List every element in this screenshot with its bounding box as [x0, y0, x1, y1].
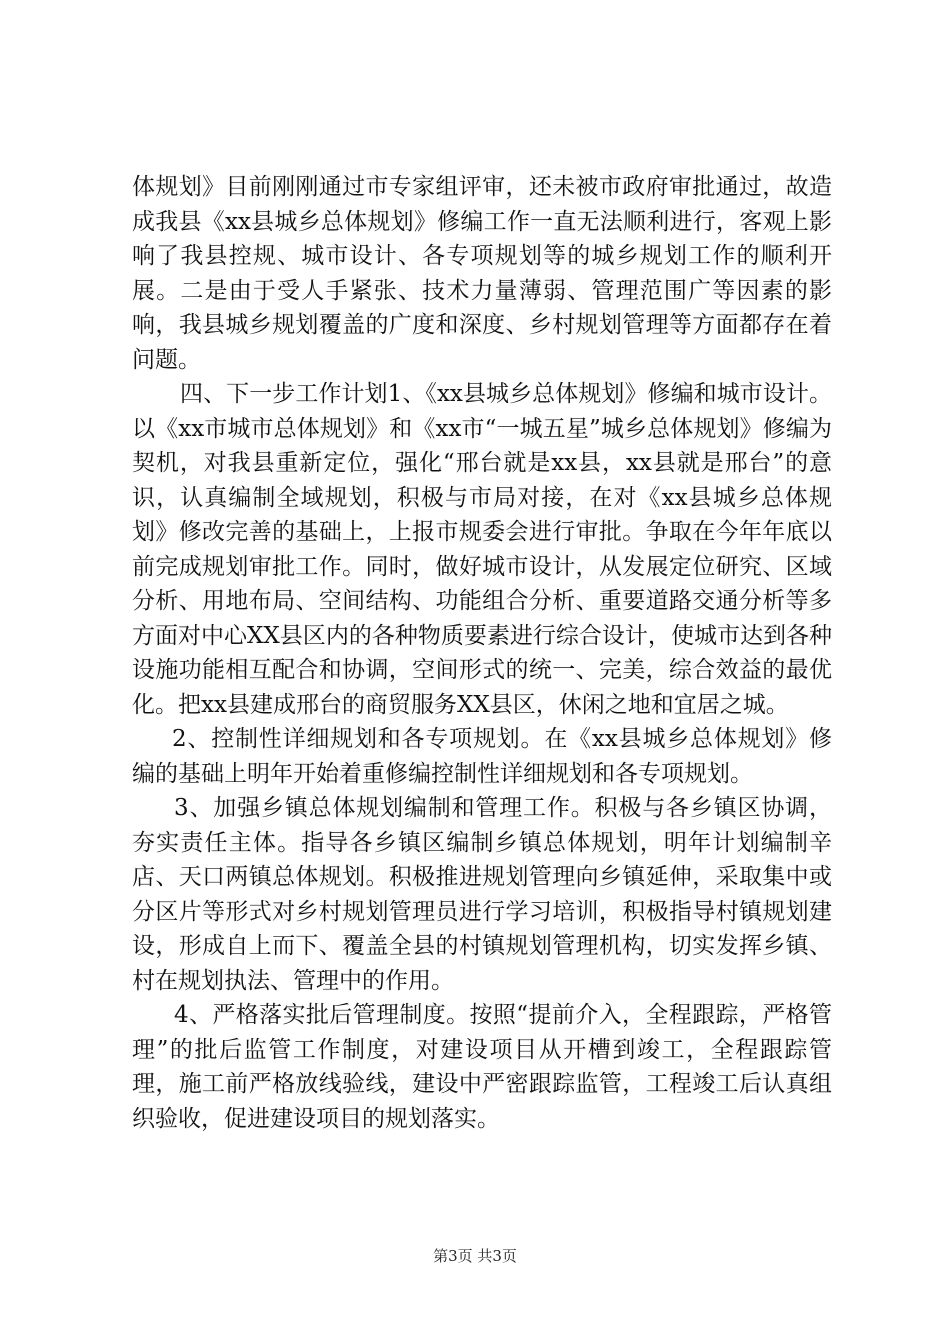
paragraph-item-2: 2、控制性详细规划和各专项规划。在《xx县城乡总体规划》修编的基础上明年开始着重修编控制性详细规划和各专项规划。: [132, 726, 832, 787]
paragraph-continuation: 体规划》目前刚刚通过市专家组评审，还未被市政府审批通过，故造成我县《xx县城乡总体规划》修编工作一直无法顺利进行，客观上影响了我县控规、城市设计、各专项规划等的城乡规划工作的顺利开展。二是由于受人手紧张、技术力量薄弱、管理范围广等因素的影响，我县城乡规划覆盖的广度和深度、乡村规划管理等方面都存在着问题。: [132, 174, 832, 373]
paragraph-item-4: 4、严格落实批后管理制度。按照“提前介入，全程跟踪，严格管理”的批后监管工作制度，对建设项目从开槽到竣工，全程跟踪管理，施工前严格放线验线，建设中严密跟踪监管，工程竣工后认真组织验收，促进建设项目的规划落实。: [132, 1002, 832, 1132]
document-body: [132, 170, 832, 1136]
page-footer: 第3页 共3页: [433, 1247, 517, 1265]
paragraph-next-steps: 四、下一步工作计划1、《xx县城乡总体规划》修编和城市设计。以《xx市城市总体规划》和《xx市“一城五星”城乡总体规划》修编为契机，对我县重新定位，强化“邢台就是xx县，xx县就是邢台”的意识，认真编制全域规划，积极与市局对接，在对《xx县城乡总体规划》修改完善的基础上，上报市规委会进行审批。争取在今年年底以前完成规划审批工作。同时，做好城市设计，从发展定位研究、区域分析、用地布局、空间结构、功能组合分析、重要道路交通分析等多方面对中心XX县区内的各种物质要素进行综合设计，使城市达到各种设施功能相互配合和协调，空间形式的统一、完美，综合效益的最优化。把xx县建成邢台的商贸服务XX县区，休闲之地和宜居之城。: [132, 381, 832, 718]
paragraph-item-3: 3、加强乡镇总体规划编制和管理工作。积极与各乡镇区协调，夯实责任主体。指导各乡镇区编制乡镇总体规划，明年计划编制辛店、天口两镇总体规划。积极推进规划管理向乡镇延伸，采取集中或分区片等形式对乡村规划管理员进行学习培训，积极指导村镇规划建设，形成自上而下、覆盖全县的村镇规划管理机构，切实发挥乡镇、村在规划执法、管理中的作用。: [132, 795, 832, 994]
